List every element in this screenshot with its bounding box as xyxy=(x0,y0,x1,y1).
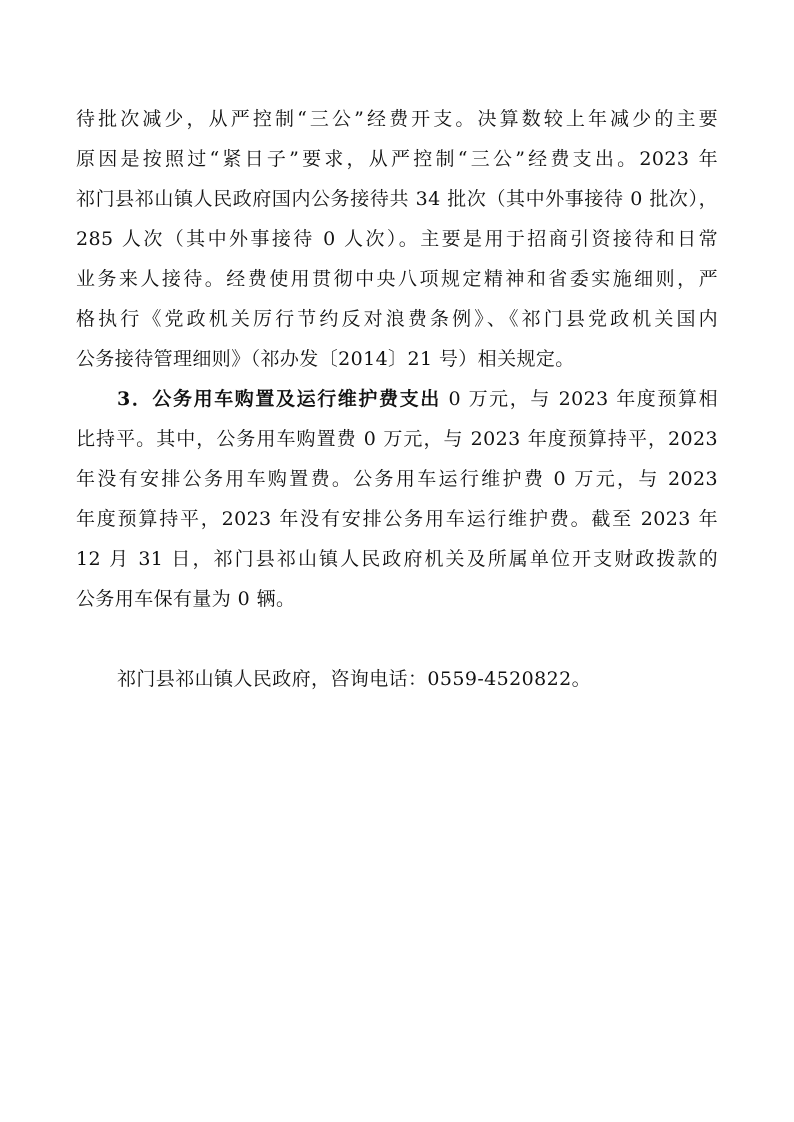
paragraph-2-line-3: 年没有安排公务用车购置费。公务用车运行维护费 0 万元，与 2023 xyxy=(76,468,718,490)
paragraph-1-line-5: 业务来人接待。经费使用贯彻中央八项规定精神和省委实施细则，严 xyxy=(76,268,718,290)
paragraph-1-line-6: 格执行《党政机关厉行节约反对浪费条例》、《祁门县党政机关国内 xyxy=(76,308,718,330)
paragraph-1-line-2: 原因是按照过“紧日子”要求，从严控制“三公”经费支出。2023 年 xyxy=(76,148,718,170)
paragraph-2-line-6: 公务用车保有量为 0 辆。 xyxy=(76,588,296,610)
contact-info: 祁门县祁山镇人民政府，咨询电话：0559-4520822。 xyxy=(117,668,591,690)
paragraph-1-line-7: 公务接待管理细则》（祁办发〔2014〕21 号）相关规定。 xyxy=(76,348,575,370)
paragraph-2-line-4: 年度预算持平，2023 年没有安排公务用车运行维护费。截至 2023 年 xyxy=(76,508,718,530)
section-heading: 3．公务用车购置及运行维护费支出 xyxy=(117,388,441,410)
paragraph-1-line-1: 待批次减少，从严控制“三公”经费开支。决算数较上年减少的主要 xyxy=(76,108,718,130)
paragraph-2-line-2: 比持平。其中，公务用车购置费 0 万元，与 2023 年度预算持平，2023 xyxy=(76,428,718,450)
paragraph-2-line-1 xyxy=(117,387,718,411)
paragraph-1-line-4: 285 人次（其中外事接待 0 人次）。主要是用于招商引资接待和日常 xyxy=(76,228,718,250)
paragraph-2-line-1-text: 0 万元，与 2023 年度预算相 xyxy=(440,388,718,410)
paragraph-1-line-3: 祁门县祁山镇人民政府国内公务接待共 34 批次（其中外事接待 0 批次）， xyxy=(76,188,718,210)
paragraph-2-line-5: 12 月 31 日，祁门县祁山镇人民政府机关及所属单位开支财政拨款的 xyxy=(76,548,718,570)
